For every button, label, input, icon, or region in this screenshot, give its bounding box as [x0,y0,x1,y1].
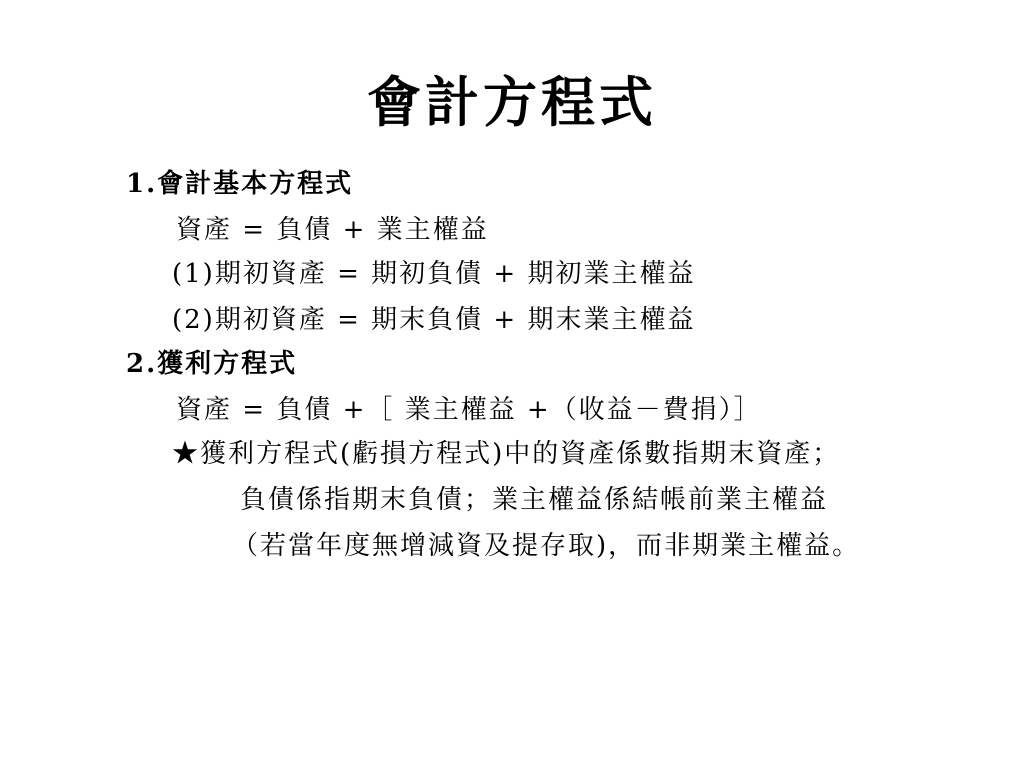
equation-beginning: (1)期初資產 = 期初負債 + 期初業主權益 [172,259,696,289]
note-line-3: （若當年度無增減資及提存取)，而非期業主權益。 [232,531,861,561]
equation-basic: 資產 = 負債 + 業主權益 [176,215,489,245]
equation-profit: 資產 = 負債 +［ 業主權益 +（收益－費捐）］ [176,395,762,425]
equation-ending: (2)期初資產 = 期末負債 + 期末業主權益 [172,305,696,335]
section-heading-profit-equation: 2.獲利方程式 [126,349,298,379]
section-heading-basic-equation: 1.會計基本方程式 [126,169,354,199]
note-line-2: 負債係指期末負債；業主權益係結帳前業主權益 [240,485,829,515]
slide-title: 會計方程式 [367,70,657,134]
note-line-1: ★獲利方程式(虧損方程式)中的資產係數指期末資產； [172,439,841,469]
